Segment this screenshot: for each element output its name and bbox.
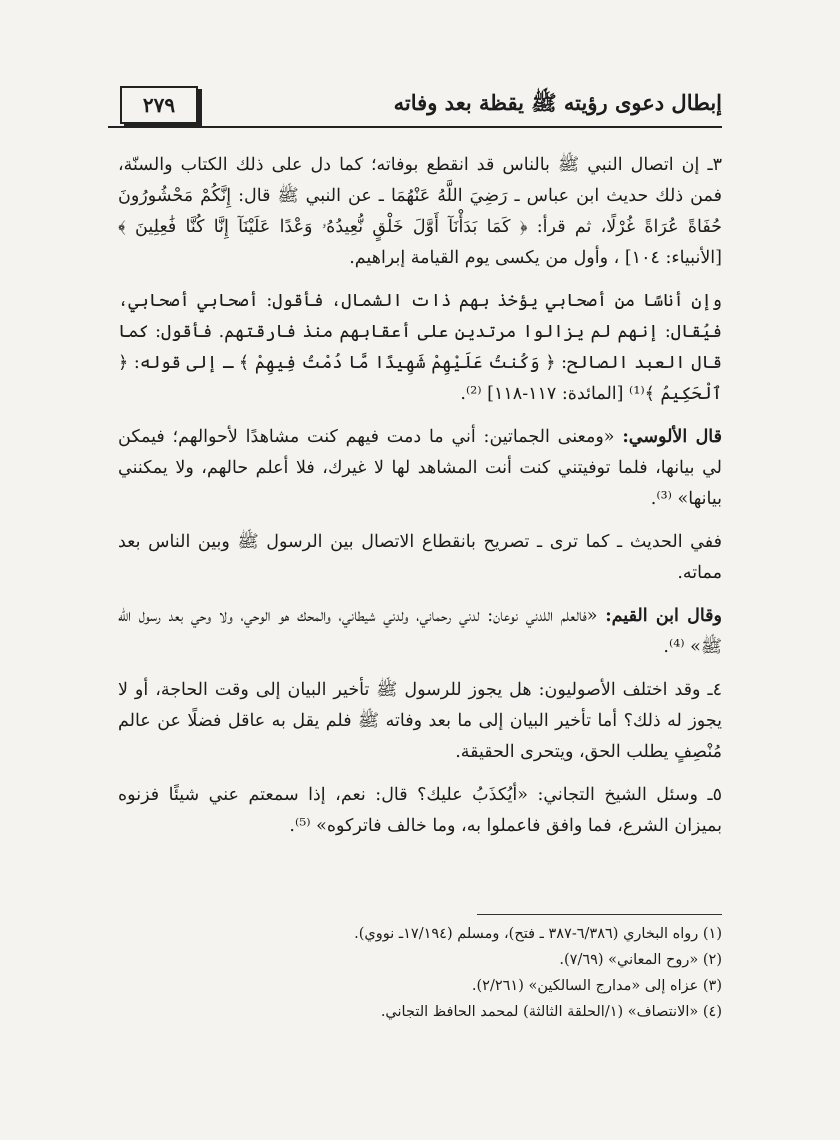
footnote-4: (٤) «الانتصاف» (١/الحلقة الثالثة) لمحمد الحافظ التجاني. bbox=[380, 1004, 722, 1020]
footnote-separator bbox=[477, 914, 722, 915]
paragraph-hadith-continued bbox=[118, 286, 722, 410]
footnotes bbox=[118, 921, 722, 1025]
header-rule bbox=[108, 126, 722, 128]
footnote-1: (١) رواه البخاري (٦/٣٨٦-٣٨٧ ـ فتح)، ومسلم (١٧/١٩٤ـ نووي). bbox=[354, 926, 722, 942]
paragraph-hadith-summary bbox=[118, 527, 722, 589]
paragraph-text: «فالعلم اللدني نوعان: لدني رحماني، ولدني شيطاني، والمحك هو الوحي، ولا وحي بعد رسول الله ﷺ» ⁽⁴⁾. bbox=[118, 606, 722, 657]
footnote-3: (٣) عزاه إلى «مدارج السالكين» (٢/٢٦١). bbox=[471, 978, 722, 994]
body-text bbox=[118, 150, 722, 854]
paragraph-text: وإن أناسًا من أصحابي يؤخذ بهم ذات الشمال، فأقول: أصحابي أصحابي، فيُقال: إنهم لم يزالوا مرتدين على أعقابهم منذ فارقتهم. فأقول: كما قال العبد الصالح: ﴿ وَكُنتُ عَلَيْهِمْ شَهِيدًا مَّا دُمْتُ فِيهِمْ ﴾ ـ إلى قوله: ﴿ ٱلْحَكِيمُ ﴾⁽¹⁾ [المائدة: ١١٧-١١٨] ⁽²⁾. bbox=[118, 291, 722, 404]
running-header bbox=[108, 78, 722, 130]
paragraph-ibn-qayyim-quote bbox=[118, 601, 722, 663]
paragraph-lead: وقال ابن القيم: bbox=[605, 606, 722, 626]
paragraph-point-4 bbox=[118, 675, 722, 768]
paragraph-point-3 bbox=[118, 150, 722, 274]
footnote-2: (٢) «روح المعاني» (٧/٦٩). bbox=[559, 952, 722, 968]
paragraph-point-5 bbox=[118, 780, 722, 842]
paragraph-text: ففي الحديث ـ كما ترى ـ تصريح بانقطاع الاتصال بين الرسول ﷺ وبين الناس بعد مماته. bbox=[118, 532, 722, 583]
paragraph-text: «ومعنى الجماتين: أني ما دمت فيهم كنت مشاهدًا لأحوالهم؛ فيمكن لي بيانها، فلما توفيتني كنت أنت المشاهد لها لا غيرك، فلا أعلم حالهم، ولا يمكنني بيانها» ⁽³⁾. bbox=[118, 427, 722, 509]
paragraph-text: ٤ـ وقد اختلف الأصوليون: هل يجوز للرسول ﷺ تأخير البيان إلى وقت الحاجة، أو لا يجوز له ذلك؟ أما تأخير البيان إلى ما بعد وفاته ﷺ فلم يقل به عاقل فضلًا عن عالم مُنْصِفٍ يطلب الحق، ويتحرى الحقيقة. bbox=[118, 680, 722, 762]
page-number-box: ٢٧٩ bbox=[120, 86, 198, 124]
header-title: إبطال دعوى رؤيته ﷺ يقظة بعد وفاته bbox=[393, 90, 722, 115]
paragraph-text: ٥ـ وسئل الشيخ التجاني: «أيُكذَبُ عليك؟ قال: نعم، إذا سمعتم عني شيئًا فزنوه بميزان الشرع، فما وافق فاعملوا به، وما خالف فاتركوه» ⁽⁵⁾. bbox=[118, 785, 722, 836]
paragraph-alusi-quote bbox=[118, 422, 722, 515]
paragraph-text: ٣ـ إن اتصال النبي ﷺ بالناس قد انقطع بوفاته؛ كما دل على ذلك الكتاب والسنّة، فمن ذلك حديث ابن عباس ـ رَضِيَ اللَّهُ عَنْهُمَا ـ عن النبي ﷺ قال: إِنَّكُمْ مَحْشُورُونَ حُفَاةً عُرَاةً غُرْلًا، ثم قرأ: ﴿ كَمَا بَدَأْنَآ أَوَّلَ خَلْقٍ نُّعِيدُهُۥ وَعْدًا عَلَيْنَآ إِنَّا كُنَّا فَٰعِلِينَ ﴾ [الأنبياء: ١٠٤] ، وأول من يكسى يوم القيامة إبراهيم. bbox=[118, 155, 722, 268]
paragraph-lead: قال الألوسي: bbox=[622, 427, 722, 447]
